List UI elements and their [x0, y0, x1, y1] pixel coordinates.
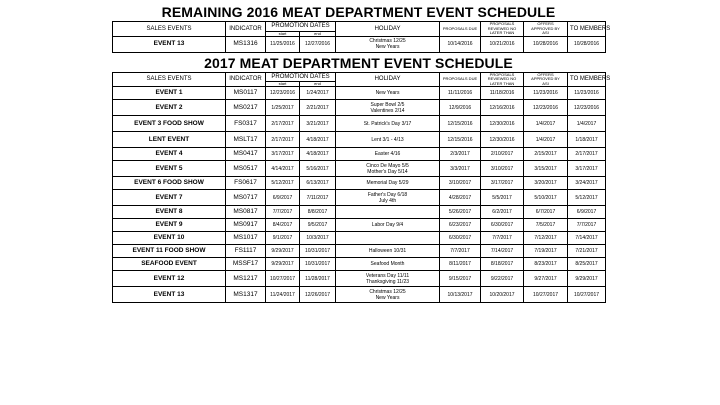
header-indicator: INDICATOR	[226, 72, 266, 87]
table-row	[113, 287, 606, 303]
holiday-text: Super Bowl 2/5	[370, 101, 405, 108]
indicator: MS0917	[226, 219, 266, 232]
proposals-due: 10/13/2017	[440, 287, 481, 303]
table-2016	[112, 21, 611, 53]
header-proposals-reviewed: PROPOSALS REVIEWED NO LATER THAN	[481, 22, 524, 37]
indicator: MS1316	[226, 36, 266, 52]
offers-approved: 5/10/2017	[524, 190, 568, 206]
start-date: 6/9/2017	[266, 190, 300, 206]
proposals-reviewed: 9/22/2017	[481, 271, 524, 287]
header-offers-approved	[524, 22, 568, 37]
header-to-members: TO MEMBERS	[568, 72, 606, 87]
table-2017	[112, 71, 611, 304]
offers-approved: 11/23/2016	[524, 87, 568, 100]
offers-approved: 7/12/2017	[524, 232, 568, 245]
holiday-cell	[336, 219, 440, 232]
event-name: LENT EVENT	[113, 132, 226, 148]
proposals-reviewed: 2/10/2017	[481, 148, 524, 161]
to-members: 11/23/2016	[568, 87, 606, 100]
indicator: MS0117	[226, 87, 266, 100]
proposals-due: 11/11/2016	[440, 87, 481, 100]
event-name: EVENT 3 FOOD SHOW	[113, 116, 226, 132]
end-date: 5/16/2017	[300, 161, 336, 177]
indicator: MSLT17	[226, 132, 266, 148]
to-members: 2/17/2017	[568, 148, 606, 161]
table-row	[113, 116, 606, 132]
to-members: 7/7/2017	[568, 219, 606, 232]
proposals-due: 10/14/2016	[440, 36, 481, 52]
offers-approved: 7/5/2017	[524, 219, 568, 232]
proposals-reviewed: 12/30/2016	[481, 116, 524, 132]
indicator: MSSF17	[226, 258, 266, 271]
holiday-text: Thanksgiving 11/23	[366, 278, 410, 285]
to-members: 10/27/2017	[568, 287, 606, 303]
title-2017: 2017 MEAT DEPARTMENT EVENT SCHEDULE	[204, 54, 513, 71]
indicator: MS1317	[226, 287, 266, 303]
indicator: MS0517	[226, 161, 266, 177]
holiday-cell	[336, 271, 440, 287]
start-date: 9/29/2017	[266, 258, 300, 271]
offers-approved: 8/23/2017	[524, 258, 568, 271]
header-promotion-dates: PROMOTION DATES	[266, 72, 336, 82]
holiday-text: Lent 3/1 - 4/13	[371, 136, 404, 143]
to-members: 12/23/2016	[568, 100, 606, 116]
start-date: 1/25/2017	[266, 100, 300, 116]
proposals-reviewed: 8/18/2017	[481, 258, 524, 271]
indicator: FS1117	[226, 245, 266, 258]
table-row	[113, 219, 606, 232]
end-date: 7/11/2017	[300, 190, 336, 206]
holiday-text: Seafood Month	[370, 261, 405, 267]
holiday-text: July 4th	[378, 197, 397, 204]
to-members: 3/24/2017	[568, 177, 606, 190]
to-members: 6/9/2017	[568, 206, 606, 219]
holiday-text: Labor Day 9/4	[371, 222, 404, 228]
title-2016: REMAINING 2016 MEAT DEPARTMENT EVENT SCHEDULE	[161, 4, 556, 20]
schedule-sheet	[112, 4, 611, 303]
proposals-reviewed: 10/21/2016	[481, 36, 524, 52]
to-members: 5/12/2017	[568, 190, 606, 206]
proposals-due: 2/3/2017	[440, 148, 481, 161]
proposals-reviewed: 3/10/2017	[481, 161, 524, 177]
holiday-text: New Years	[375, 44, 400, 50]
table-row	[113, 177, 606, 190]
proposals-reviewed: 11/18/2016	[481, 87, 524, 100]
header-holiday: HOLIDAY	[336, 72, 440, 87]
proposals-reviewed: 12/30/2016	[481, 132, 524, 148]
header-indicator: INDICATOR	[226, 22, 266, 37]
holiday-text: Christmas 12/25	[369, 288, 406, 295]
header-proposals-due: PROPOSALS DUE	[440, 72, 481, 87]
start-date: 9/29/2017	[266, 245, 300, 258]
proposals-reviewed: 7/14/2017	[481, 245, 524, 258]
holiday-cell	[336, 206, 440, 219]
table-row	[113, 206, 606, 219]
proposals-due: 6/23/2017	[440, 219, 481, 232]
indicator: MS1017	[226, 232, 266, 245]
offers-approved: 10/27/2017	[524, 287, 568, 303]
start-date: 8/4/2017	[266, 219, 300, 232]
offers-approved: 1/4/2017	[524, 116, 568, 132]
header-offers-approved-label: OFFERS APPROVED BY	[531, 21, 560, 31]
table-row	[113, 161, 606, 177]
proposals-reviewed: 7/7/2017	[481, 232, 524, 245]
table-row	[113, 36, 606, 52]
holiday-text: Memorial Day 5/29	[366, 180, 409, 186]
offers-approved: 6/7/2017	[524, 206, 568, 219]
end-date: 4/18/2017	[300, 132, 336, 148]
start-date: 9/1/2017	[266, 232, 300, 245]
to-members: 1/18/2017	[568, 132, 606, 148]
holiday-cell	[336, 100, 440, 116]
event-name: EVENT 13	[113, 36, 226, 52]
header-proposals-due: PROPOSALS DUE	[440, 22, 481, 37]
proposals-reviewed: 10/20/2017	[481, 287, 524, 303]
event-name: EVENT 8	[113, 206, 226, 219]
holiday-text: Veterans Day 11/11	[365, 272, 410, 279]
event-name: EVENT 7	[113, 190, 226, 206]
holiday-cell	[336, 258, 440, 271]
start-date: 7/7/2017	[266, 206, 300, 219]
end-date: 10/3/2017	[300, 232, 336, 245]
offers-approved: 7/19/2017	[524, 245, 568, 258]
holiday-text: New Years	[375, 90, 400, 96]
proposals-due: 6/30/2017	[440, 232, 481, 245]
table-2017-body	[113, 71, 611, 303]
end-date: 10/31/2017	[300, 258, 336, 271]
end-date: 11/28/2017	[300, 271, 336, 287]
header-offers-approved-sub: ASI	[542, 80, 549, 86]
table-row	[113, 232, 606, 245]
proposals-due: 12/15/2016	[440, 132, 481, 148]
indicator: MS1217	[226, 271, 266, 287]
holiday-text: Mother's Day 5/14	[367, 168, 408, 175]
end-date: 4/18/2017	[300, 148, 336, 161]
holiday-cell	[336, 177, 440, 190]
proposals-due: 5/26/2017	[440, 206, 481, 219]
indicator: FS0317	[226, 116, 266, 132]
to-members: 9/29/2017	[568, 271, 606, 287]
end-date: 12/27/2016	[300, 36, 336, 52]
header-start: start	[266, 82, 300, 87]
proposals-due: 3/10/2017	[440, 177, 481, 190]
to-members: 7/14/2017	[568, 232, 606, 245]
to-members: 8/25/2017	[568, 258, 606, 271]
event-name: EVENT 2	[113, 100, 226, 116]
header-offers-approved-sub: ASI	[542, 30, 549, 35]
indicator: FS0617	[226, 177, 266, 190]
holiday-cell	[336, 161, 440, 177]
header-proposals-reviewed: PROPOSALS REVIEWED NO LATER THAN	[481, 72, 524, 87]
event-name: EVENT 10	[113, 232, 226, 245]
header-end: end	[300, 31, 336, 36]
indicator: MS0417	[226, 148, 266, 161]
table-row	[113, 190, 606, 206]
end-date: 3/21/2017	[300, 116, 336, 132]
header-sales-events: SALES EVENTS	[113, 22, 226, 37]
holiday-cell	[336, 287, 440, 303]
holiday-text: Halloween 10/31	[368, 248, 407, 254]
holiday-cell	[336, 132, 440, 148]
proposals-due: 3/3/2017	[440, 161, 481, 177]
table-row	[113, 258, 606, 271]
proposals-due: 8/11/2017	[440, 258, 481, 271]
holiday-text: St. Patrick's Day 3/17	[363, 120, 412, 127]
proposals-due: 12/15/2016	[440, 116, 481, 132]
event-name: SEAFOOD EVENT	[113, 258, 226, 271]
end-date: 2/21/2017	[300, 100, 336, 116]
proposals-reviewed: 12/16/2016	[481, 100, 524, 116]
start-date: 4/14/2017	[266, 161, 300, 177]
header-end: end	[300, 82, 336, 87]
proposals-due: 4/28/2017	[440, 190, 481, 206]
table-2016-body	[113, 21, 611, 53]
proposals-reviewed: 5/5/2017	[481, 190, 524, 206]
table-row	[113, 132, 606, 148]
holiday-text: Valentines 2/14	[370, 107, 405, 114]
header-offers-approved	[524, 72, 568, 87]
end-date: 9/5/2017	[300, 219, 336, 232]
start-date: 11/24/2017	[266, 287, 300, 303]
offers-approved: 3/15/2017	[524, 161, 568, 177]
indicator: MS0717	[226, 190, 266, 206]
offers-approved: 9/27/2017	[524, 271, 568, 287]
proposals-due: 9/15/2017	[440, 271, 481, 287]
table-row	[113, 87, 606, 100]
start-date: 2/17/2017	[266, 116, 300, 132]
header-start: start	[266, 31, 300, 36]
holiday-text: Cinco De Mayo 5/5	[366, 162, 409, 169]
start-date: 3/17/2017	[266, 148, 300, 161]
holiday-text: New Years	[375, 294, 400, 301]
header-to-members: TO MEMBERS	[568, 22, 606, 37]
holiday-cell	[336, 36, 440, 52]
end-date: 12/26/2017	[300, 287, 336, 303]
event-name: EVENT 13	[113, 287, 226, 303]
event-name: EVENT 1	[113, 87, 226, 100]
to-members: 7/21/2017	[568, 245, 606, 258]
start-date: 10/27/2017	[266, 271, 300, 287]
proposals-reviewed: 3/17/2017	[481, 177, 524, 190]
event-name: EVENT 6 FOOD SHOW	[113, 177, 226, 190]
holiday-cell	[336, 87, 440, 100]
table-row	[113, 245, 606, 258]
header-sales-events: SALES EVENTS	[113, 72, 226, 87]
holiday-cell	[336, 232, 440, 245]
end-date: 8/8/2017	[300, 206, 336, 219]
event-name: EVENT 11 FOOD SHOW	[113, 245, 226, 258]
start-date: 2/17/2017	[266, 132, 300, 148]
proposals-due: 12/9/2016	[440, 100, 481, 116]
end-date: 10/31/2017	[300, 245, 336, 258]
header-offers-approved-label: OFFERS APPROVED BY	[531, 71, 560, 81]
offers-approved: 10/28/2016	[524, 36, 568, 52]
table-row	[113, 148, 606, 161]
start-date: 11/25/2016	[266, 36, 300, 52]
end-date: 1/24/2017	[300, 87, 336, 100]
to-members: 3/17/2017	[568, 161, 606, 177]
holiday-cell	[336, 190, 440, 206]
header-row	[113, 72, 606, 82]
indicator: MS0817	[226, 206, 266, 219]
to-members: 1/4/2017	[568, 116, 606, 132]
header-row	[113, 22, 606, 32]
event-name: EVENT 4	[113, 148, 226, 161]
holiday-cell	[336, 245, 440, 258]
event-name: EVENT 5	[113, 161, 226, 177]
indicator: MS0217	[226, 100, 266, 116]
table-row	[113, 100, 606, 116]
holiday-cell	[336, 116, 440, 132]
proposals-reviewed: 6/30/2017	[481, 219, 524, 232]
holiday-text: Christmas 12/25	[369, 38, 406, 44]
start-date: 12/23/2016	[266, 87, 300, 100]
holiday-cell	[336, 148, 440, 161]
offers-approved: 2/15/2017	[524, 148, 568, 161]
proposals-reviewed: 6/2/2017	[481, 206, 524, 219]
start-date: 5/12/2017	[266, 177, 300, 190]
to-members: 10/28/2016	[568, 36, 606, 52]
header-promotion-dates: PROMOTION DATES	[266, 22, 336, 32]
table-row	[113, 271, 606, 287]
offers-approved: 3/20/2017	[524, 177, 568, 190]
offers-approved: 12/23/2016	[524, 100, 568, 116]
proposals-due: 7/7/2017	[440, 245, 481, 258]
header-holiday: HOLIDAY	[336, 22, 440, 37]
end-date: 6/13/2017	[300, 177, 336, 190]
event-name: EVENT 9	[113, 219, 226, 232]
offers-approved: 1/4/2017	[524, 132, 568, 148]
holiday-text: Father's Day 6/18	[367, 191, 408, 198]
holiday-text: Easter 4/16	[374, 151, 401, 157]
event-name: EVENT 12	[113, 271, 226, 287]
